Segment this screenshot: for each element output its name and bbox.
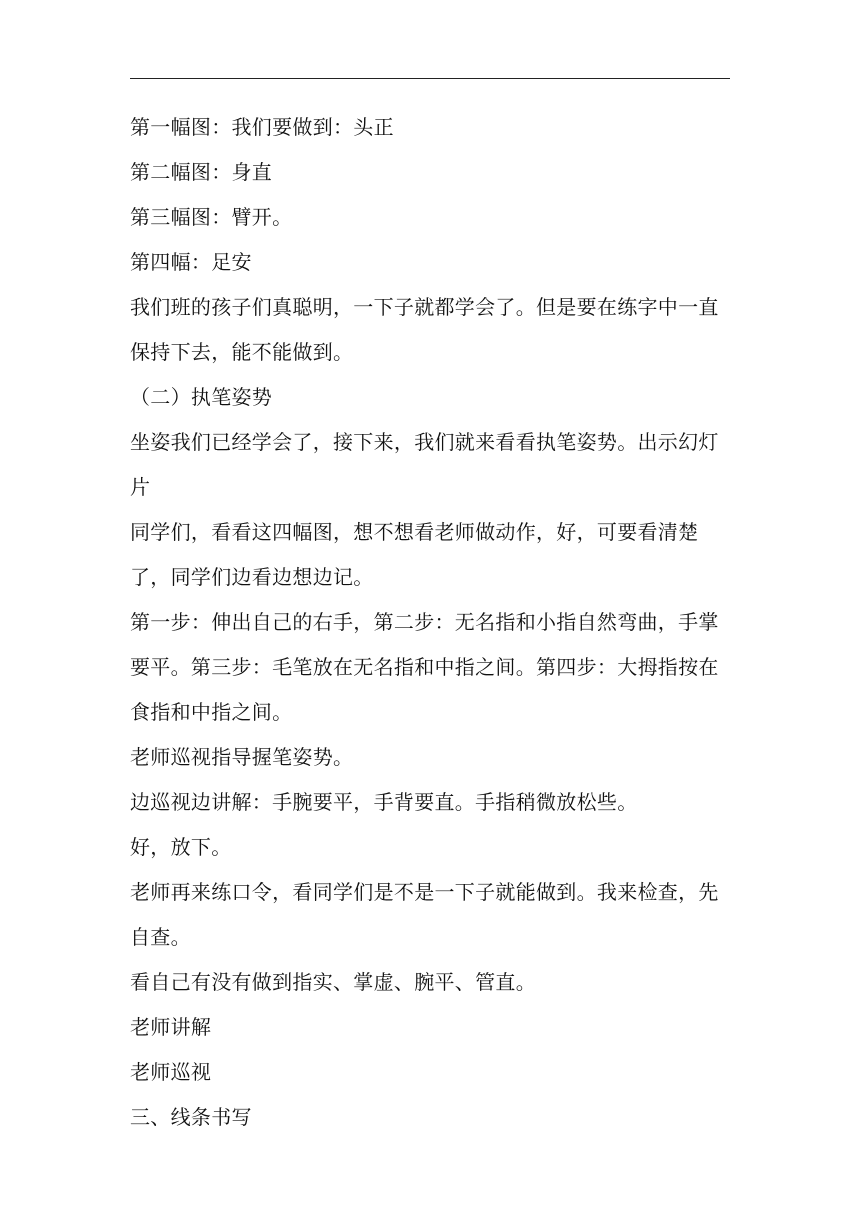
paragraph-14: 看自己有没有做到指实、掌虚、腕平、管直。 bbox=[130, 970, 536, 994]
paragraph-13: 老师再来练口令，看同学们是不是一下子就能做到。我来检查，先自查。 bbox=[130, 880, 719, 949]
paragraph-5: 我们班的孩子们真聪明，一下子就都学会了。但是要在练字中一直保持下去，能不能做到。 bbox=[130, 295, 719, 364]
paragraph-8: 同学们，看看这四幅图，想不想看老师做动作，好，可要看清楚了，同学们边看边想边记。 bbox=[130, 520, 699, 589]
document-body bbox=[130, 105, 732, 1140]
paragraph-4: 第四幅：足安 bbox=[130, 250, 252, 274]
paragraph-1: 第一幅图：我们要做到：头正 bbox=[130, 115, 394, 139]
paragraph-15: 老师讲解 bbox=[130, 1015, 212, 1039]
paragraph-16: 老师巡视 bbox=[130, 1060, 212, 1084]
paragraph-3: 第三幅图：臂开。 bbox=[130, 205, 293, 229]
paragraph-7: 坐姿我们已经学会了，接下来，我们就来看看执笔姿势。出示幻灯片 bbox=[130, 430, 719, 499]
section-heading-line-writing: 三、线条书写 bbox=[130, 1105, 252, 1129]
paragraph-12: 好，放下。 bbox=[130, 835, 232, 859]
section-heading-writing-posture: （二）执笔姿势 bbox=[130, 385, 273, 409]
paragraph-10: 老师巡视指导握笔姿势。 bbox=[130, 745, 354, 769]
paragraph-11: 边巡视边讲解：手腕要平，手背要直。手指稍微放松些。 bbox=[130, 790, 638, 814]
paragraph-9: 第一步：伸出自己的右手，第二步：无名指和小指自然弯曲，手掌要平。第三步：毛笔放在无名指和中指之间。第四步：大拇指按在食指和中指之间。 bbox=[130, 610, 719, 724]
paragraph-2: 第二幅图：身直 bbox=[130, 160, 273, 184]
header-rule bbox=[130, 78, 730, 79]
